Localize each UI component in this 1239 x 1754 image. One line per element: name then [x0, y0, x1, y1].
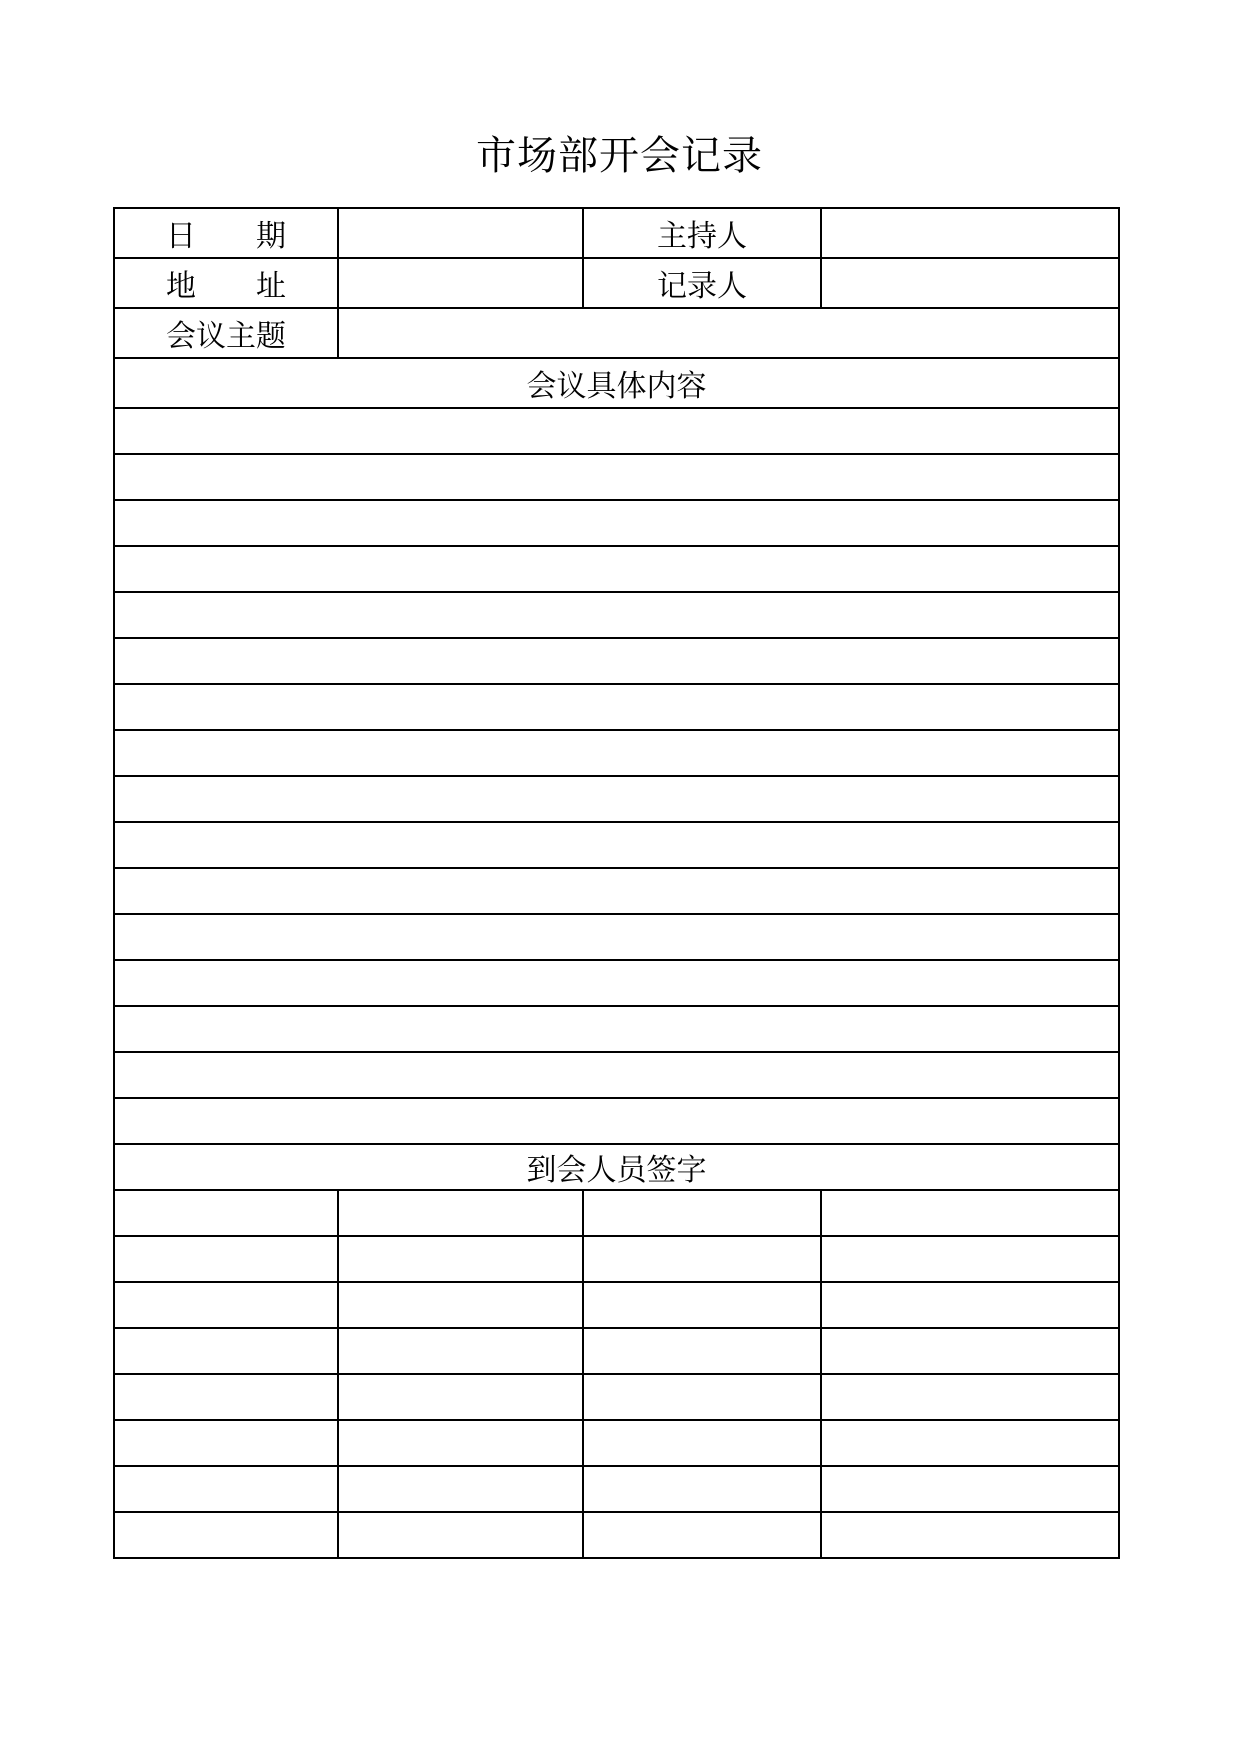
location-field[interactable]	[338, 258, 583, 308]
signature-row	[114, 1420, 1119, 1466]
signature-cell[interactable]	[114, 1420, 338, 1466]
content-line-field[interactable]	[114, 730, 1119, 776]
host-label: 主持人	[583, 208, 821, 258]
location-label: 地 址	[114, 258, 338, 308]
signature-section-header-row	[114, 1144, 1119, 1190]
content-row	[114, 684, 1119, 730]
signature-cell[interactable]	[821, 1466, 1119, 1512]
content-section-title: 会议具体内容	[114, 358, 1119, 408]
signature-cell[interactable]	[114, 1328, 338, 1374]
date-host-row	[114, 208, 1119, 258]
signature-cell[interactable]	[821, 1328, 1119, 1374]
content-row	[114, 730, 1119, 776]
content-row	[114, 546, 1119, 592]
content-row	[114, 822, 1119, 868]
topic-label: 会议主题	[114, 308, 338, 358]
signature-section-title: 到会人员签字	[114, 1144, 1119, 1190]
host-field[interactable]	[821, 208, 1119, 258]
signature-row	[114, 1236, 1119, 1282]
signature-cell[interactable]	[821, 1190, 1119, 1236]
signature-cell[interactable]	[338, 1236, 583, 1282]
content-line-field[interactable]	[114, 408, 1119, 454]
signature-cell[interactable]	[338, 1512, 583, 1558]
signature-cell[interactable]	[821, 1282, 1119, 1328]
content-row	[114, 592, 1119, 638]
topic-row	[114, 308, 1119, 358]
content-row	[114, 454, 1119, 500]
content-row	[114, 914, 1119, 960]
content-line-field[interactable]	[114, 868, 1119, 914]
content-row	[114, 1052, 1119, 1098]
content-line-field[interactable]	[114, 1098, 1119, 1144]
signature-row	[114, 1374, 1119, 1420]
content-row	[114, 960, 1119, 1006]
content-section-header-row	[114, 358, 1119, 408]
signature-cell[interactable]	[114, 1282, 338, 1328]
content-line-field[interactable]	[114, 776, 1119, 822]
signature-row	[114, 1282, 1119, 1328]
content-line-field[interactable]	[114, 1052, 1119, 1098]
content-line-field[interactable]	[114, 638, 1119, 684]
signature-cell[interactable]	[338, 1420, 583, 1466]
content-row	[114, 408, 1119, 454]
signature-cell[interactable]	[583, 1466, 821, 1512]
signature-cell[interactable]	[114, 1190, 338, 1236]
date-field[interactable]	[338, 208, 583, 258]
signature-cell[interactable]	[583, 1236, 821, 1282]
content-row	[114, 638, 1119, 684]
content-row	[114, 1098, 1119, 1144]
content-row	[114, 868, 1119, 914]
signature-cell[interactable]	[583, 1328, 821, 1374]
signature-cell[interactable]	[583, 1374, 821, 1420]
content-line-field[interactable]	[114, 822, 1119, 868]
signature-row	[114, 1328, 1119, 1374]
signature-cell[interactable]	[338, 1282, 583, 1328]
signature-cell[interactable]	[583, 1420, 821, 1466]
document-title: 市场部开会记录	[476, 133, 763, 179]
signature-cell[interactable]	[114, 1466, 338, 1512]
content-line-field[interactable]	[114, 960, 1119, 1006]
date-label: 日 期	[114, 208, 338, 258]
signature-row	[114, 1190, 1119, 1236]
signature-cell[interactable]	[114, 1512, 338, 1558]
content-line-field[interactable]	[114, 1006, 1119, 1052]
signature-cell[interactable]	[114, 1236, 338, 1282]
recorder-field[interactable]	[821, 258, 1119, 308]
signature-cell[interactable]	[338, 1328, 583, 1374]
signature-cell[interactable]	[821, 1374, 1119, 1420]
signature-cell[interactable]	[583, 1282, 821, 1328]
signature-row	[114, 1512, 1119, 1558]
signature-cell[interactable]	[114, 1374, 338, 1420]
signature-cell[interactable]	[583, 1512, 821, 1558]
content-row	[114, 1006, 1119, 1052]
signature-cell[interactable]	[583, 1190, 821, 1236]
content-row	[114, 776, 1119, 822]
content-line-field[interactable]	[114, 454, 1119, 500]
signature-cell[interactable]	[338, 1374, 583, 1420]
signature-cell[interactable]	[821, 1420, 1119, 1466]
signature-cell[interactable]	[821, 1236, 1119, 1282]
content-row	[114, 500, 1119, 546]
content-line-field[interactable]	[114, 592, 1119, 638]
topic-field[interactable]	[338, 308, 1119, 358]
signature-cell[interactable]	[338, 1466, 583, 1512]
meeting-record-form	[113, 207, 1120, 1559]
content-line-field[interactable]	[114, 914, 1119, 960]
content-line-field[interactable]	[114, 684, 1119, 730]
signature-cell[interactable]	[338, 1190, 583, 1236]
content-line-field[interactable]	[114, 500, 1119, 546]
signature-row	[114, 1466, 1119, 1512]
content-line-field[interactable]	[114, 546, 1119, 592]
location-recorder-row	[114, 258, 1119, 308]
signature-cell[interactable]	[821, 1512, 1119, 1558]
recorder-label: 记录人	[583, 258, 821, 308]
